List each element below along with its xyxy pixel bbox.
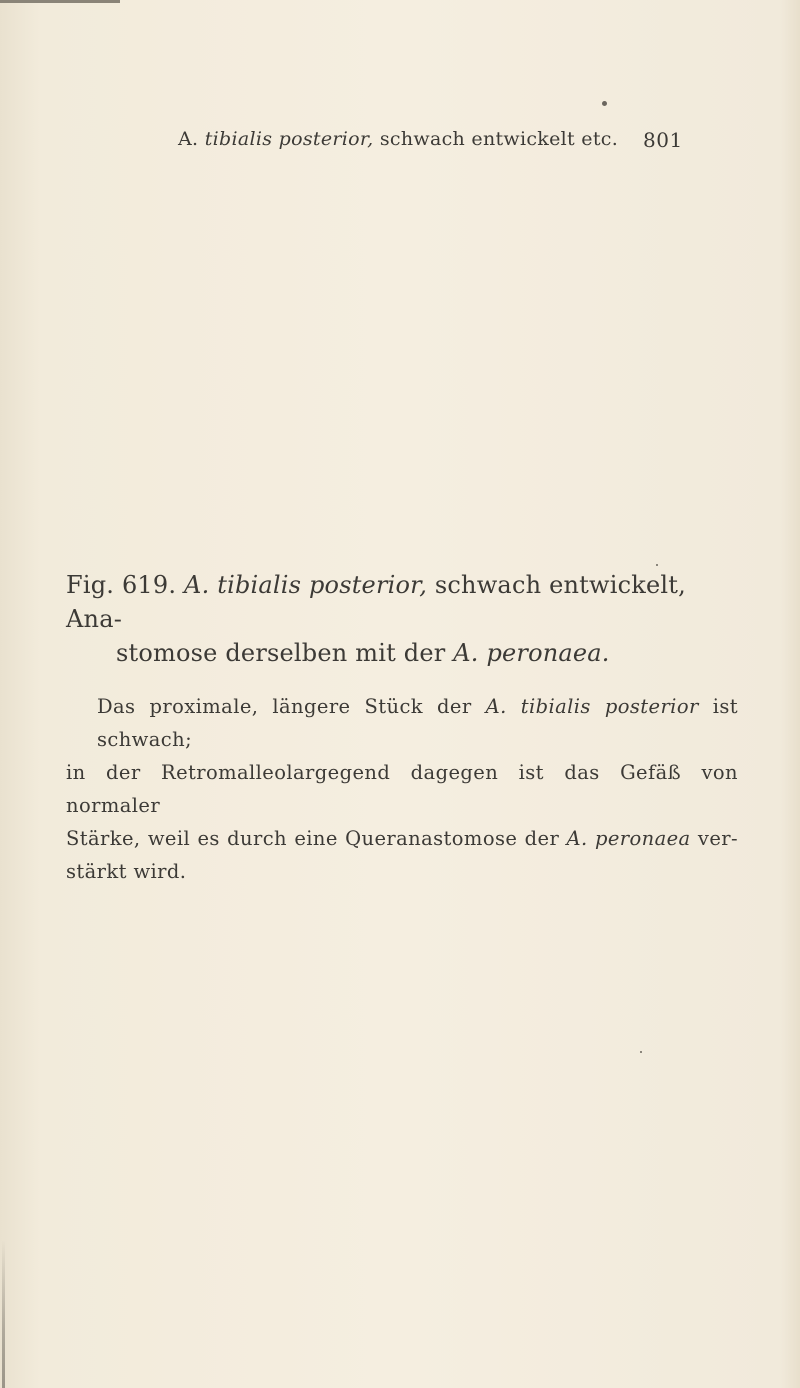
body-paragraph	[66, 690, 738, 888]
line-1-italic: A. tibialis posterior	[485, 695, 699, 718]
running-head-italic: tibialis posterior,	[204, 128, 374, 150]
caption-line-2	[66, 636, 746, 670]
ink-speck	[656, 564, 658, 566]
caption-text-2: stomose derselben mit der	[116, 639, 446, 667]
figure-label: Fig. 619.	[66, 571, 177, 599]
caption-text-1: schwach entwickelt, Ana-	[66, 571, 686, 633]
top-edge-rule	[0, 0, 120, 3]
ink-speck	[640, 1051, 642, 1053]
caption-italic-term-2: A. peronaea.	[453, 639, 610, 667]
page-number: 801	[643, 128, 683, 152]
paragraph-line-3	[66, 822, 738, 855]
ink-speck	[602, 101, 607, 106]
running-head-suffix: schwach entwickelt etc.	[379, 128, 619, 150]
line-3-text-b: ver-	[697, 827, 738, 850]
paragraph-line-1	[66, 690, 738, 756]
page-edge-shadow	[2, 1240, 5, 1388]
line-1-text-b: ist schwach;	[97, 695, 738, 751]
figure-caption	[66, 568, 746, 670]
running-head-prefix: A.	[178, 128, 199, 150]
line-3-italic: A. peronaea	[566, 827, 691, 850]
paragraph-line-4: stärkt wird.	[66, 860, 187, 883]
line-1-text-a: Das proximale, längere Stück der	[97, 695, 472, 718]
caption-italic-term: A. tibialis posterior,	[184, 571, 428, 599]
running-head	[0, 128, 800, 158]
running-head-title	[178, 128, 618, 150]
line-3-text-a: Stärke, weil es durch eine Queranastomose der	[66, 827, 560, 850]
paragraph-line-2: in der Retromalleolargegend dagegen ist das Gefäß von normaler	[66, 761, 738, 817]
